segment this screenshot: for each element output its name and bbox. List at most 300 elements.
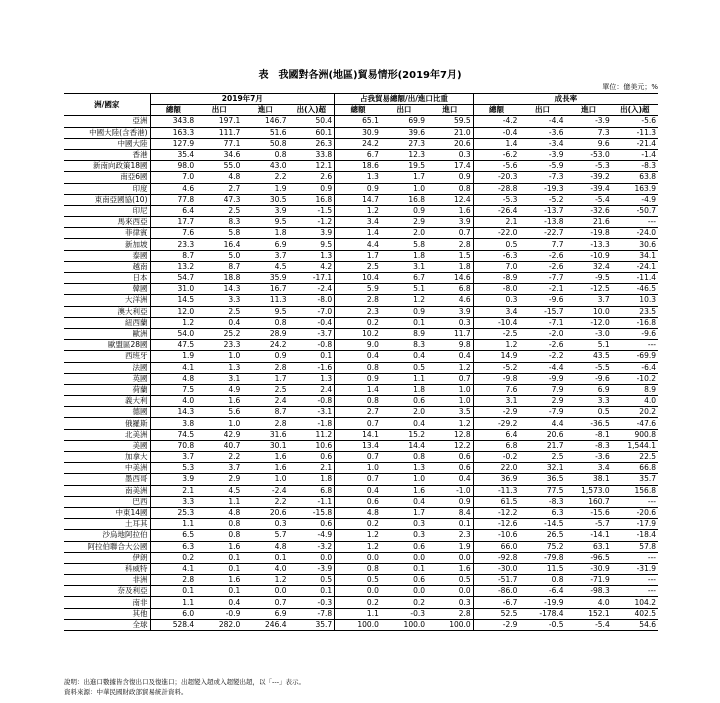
value-cell: 2.8 xyxy=(150,575,196,586)
region-name-cell: 新加坡 xyxy=(64,239,150,250)
value-cell: 3.1 xyxy=(381,261,427,272)
value-cell: 63.8 xyxy=(612,172,658,183)
value-cell: 0.1 xyxy=(427,519,473,530)
value-cell: 1.6 xyxy=(196,575,242,586)
value-cell: 6.0 xyxy=(150,608,196,619)
table-row xyxy=(64,463,658,474)
region-name-cell: 土耳其 xyxy=(64,519,150,530)
value-cell: 2.3 xyxy=(335,306,381,317)
value-cell: 1.6 xyxy=(381,485,427,496)
value-cell: 1.1 xyxy=(196,496,242,507)
region-name-cell: 法國 xyxy=(64,362,150,373)
value-cell: 3.3 xyxy=(150,496,196,507)
value-cell: -3.2 xyxy=(289,541,335,552)
value-cell: 4.8 xyxy=(335,507,381,518)
value-cell: 14.3 xyxy=(150,407,196,418)
value-cell: 1.2 xyxy=(473,340,519,351)
value-cell: 0.2 xyxy=(381,597,427,608)
value-cell: 6.8 xyxy=(473,440,519,451)
region-name-cell: 全球 xyxy=(64,619,150,630)
region-name-cell: 俄羅斯 xyxy=(64,418,150,429)
value-cell: -10.6 xyxy=(473,530,519,541)
value-cell: -4.9 xyxy=(289,530,335,541)
value-cell: -5.6 xyxy=(473,161,519,172)
region-name-cell: 奈及利亞 xyxy=(64,586,150,597)
region-name-cell: 馬來西亞 xyxy=(64,217,150,228)
value-cell: 8.7 xyxy=(196,261,242,272)
value-cell: 23.3 xyxy=(150,239,196,250)
value-cell: 23.5 xyxy=(612,306,658,317)
value-cell: 7.3 xyxy=(566,127,612,138)
value-cell: 282.0 xyxy=(196,619,242,630)
value-cell: 11.5 xyxy=(519,563,565,574)
value-cell: 2.9 xyxy=(519,396,565,407)
column-header: 進口 xyxy=(566,105,612,116)
value-cell: 1.7 xyxy=(242,373,288,384)
value-cell: -5.3 xyxy=(566,161,612,172)
region-name-cell: 荷蘭 xyxy=(64,384,150,395)
value-cell: 0.8 xyxy=(335,362,381,373)
value-cell: -17.1 xyxy=(289,273,335,284)
value-cell: -8.0 xyxy=(289,295,335,306)
value-cell: -32.6 xyxy=(566,205,612,216)
value-cell: 13.4 xyxy=(335,440,381,451)
value-cell: 3.1 xyxy=(473,396,519,407)
value-cell: -10.4 xyxy=(473,317,519,328)
value-cell: -9.9 xyxy=(519,373,565,384)
value-cell: 1.9 xyxy=(150,351,196,362)
value-cell: 4.8 xyxy=(242,541,288,552)
value-cell: 2.8 xyxy=(427,239,473,250)
value-cell: 55.0 xyxy=(196,161,242,172)
value-cell: -9.5 xyxy=(566,273,612,284)
table-row xyxy=(64,273,658,284)
value-cell: 14.4 xyxy=(381,440,427,451)
value-cell: -39.4 xyxy=(566,183,612,194)
value-cell: 0.5 xyxy=(381,362,427,373)
value-cell: -30.0 xyxy=(473,563,519,574)
value-cell: 1.0 xyxy=(196,418,242,429)
value-cell: -0.3 xyxy=(289,597,335,608)
value-cell: 1.7 xyxy=(335,250,381,261)
region-name-cell: 阿拉伯聯合大公國 xyxy=(64,541,150,552)
table-row xyxy=(64,373,658,384)
value-cell: -71.9 xyxy=(566,575,612,586)
value-cell: 6.5 xyxy=(150,530,196,541)
table-row xyxy=(64,328,658,339)
value-cell: 4.8 xyxy=(150,373,196,384)
value-cell: -13.3 xyxy=(566,239,612,250)
value-cell: 7.6 xyxy=(150,228,196,239)
value-cell: -19.8 xyxy=(566,228,612,239)
value-cell: 1.3 xyxy=(381,463,427,474)
value-cell: 10.6 xyxy=(289,440,335,451)
value-cell: -26.4 xyxy=(473,205,519,216)
value-cell: 0.5 xyxy=(566,407,612,418)
value-cell: -5.6 xyxy=(612,116,658,127)
value-cell: 0.6 xyxy=(381,396,427,407)
value-cell: 63.1 xyxy=(566,541,612,552)
unit-label: 單位：億美元；% xyxy=(602,83,658,91)
value-cell: 65.1 xyxy=(335,116,381,127)
value-cell: 0.2 xyxy=(335,519,381,530)
value-cell: 5.6 xyxy=(196,407,242,418)
value-cell: -0.8 xyxy=(289,396,335,407)
value-cell: 2.0 xyxy=(381,407,427,418)
value-cell: 16.8 xyxy=(289,194,335,205)
value-cell: 5.8 xyxy=(381,239,427,250)
value-cell: 8.7 xyxy=(242,407,288,418)
value-cell: 4.0 xyxy=(566,597,612,608)
table-row xyxy=(64,429,658,440)
value-cell: 61.5 xyxy=(473,496,519,507)
value-cell: -6.4 xyxy=(612,362,658,373)
value-cell: 0.0 xyxy=(289,552,335,563)
value-cell: 3.7 xyxy=(196,463,242,474)
value-cell: -12.5 xyxy=(566,284,612,295)
value-cell: 2.5 xyxy=(519,452,565,463)
table-row xyxy=(64,418,658,429)
value-cell: 25.2 xyxy=(196,328,242,339)
value-cell: 38.1 xyxy=(566,474,612,485)
value-cell: 3.4 xyxy=(335,217,381,228)
value-cell: 14.1 xyxy=(335,429,381,440)
value-cell: 0.7 xyxy=(335,418,381,429)
value-cell: 34.6 xyxy=(196,149,242,160)
value-cell: 1.8 xyxy=(242,228,288,239)
value-cell: --- xyxy=(612,496,658,507)
value-cell: -2.9 xyxy=(473,407,519,418)
region-name-cell: 義大利 xyxy=(64,396,150,407)
value-cell: -3.9 xyxy=(289,563,335,574)
table-row xyxy=(64,485,658,496)
value-cell: -2.6 xyxy=(519,250,565,261)
region-name-cell: 菲律賓 xyxy=(64,228,150,239)
value-cell: 24.2 xyxy=(335,138,381,149)
value-cell: 6.9 xyxy=(242,608,288,619)
value-cell: 2.5 xyxy=(242,384,288,395)
column-header: 總額 xyxy=(473,105,519,116)
value-cell: -3.6 xyxy=(566,452,612,463)
value-cell: -5.4 xyxy=(566,619,612,630)
value-cell: 402.5 xyxy=(612,608,658,619)
value-cell: 1.4 xyxy=(335,228,381,239)
value-cell: 1.1 xyxy=(150,519,196,530)
value-cell: -3.9 xyxy=(566,116,612,127)
value-cell: 0.6 xyxy=(381,575,427,586)
region-name-cell: 印尼 xyxy=(64,205,150,216)
value-cell: -7.7 xyxy=(519,273,565,284)
value-cell: 20.6 xyxy=(427,138,473,149)
value-cell: 70.8 xyxy=(150,440,196,451)
value-cell: 1.8 xyxy=(427,261,473,272)
value-cell: 2.2 xyxy=(242,496,288,507)
value-cell: 7.7 xyxy=(519,239,565,250)
value-cell: 40.7 xyxy=(196,440,242,451)
value-cell: -16.8 xyxy=(612,317,658,328)
value-cell: -24.1 xyxy=(612,261,658,272)
value-cell: 14.5 xyxy=(150,295,196,306)
region-name-cell: 中東14國 xyxy=(64,507,150,518)
value-cell: -3.6 xyxy=(519,127,565,138)
table-row xyxy=(64,440,658,451)
value-cell: 2.8 xyxy=(242,362,288,373)
value-cell: -13.7 xyxy=(519,205,565,216)
value-cell: --- xyxy=(612,552,658,563)
table-row xyxy=(64,597,658,608)
value-cell: 4.8 xyxy=(196,507,242,518)
column-header: 進口 xyxy=(242,105,288,116)
value-cell: -7.8 xyxy=(289,608,335,619)
value-cell: 0.9 xyxy=(381,306,427,317)
footnote-source: 資料來源：中華民國財政部貿易統計資料。 xyxy=(64,688,188,696)
value-cell: 1.6 xyxy=(196,396,242,407)
table-row xyxy=(64,317,658,328)
value-cell: 1.2 xyxy=(381,295,427,306)
table-row xyxy=(64,127,658,138)
table-row xyxy=(64,250,658,261)
value-cell: -15.7 xyxy=(519,306,565,317)
value-cell: 74.5 xyxy=(150,429,196,440)
value-cell: 1.4 xyxy=(473,138,519,149)
value-cell: 5.9 xyxy=(335,284,381,295)
region-name-cell: 東南亞國協(10) xyxy=(64,194,150,205)
value-cell: 1.6 xyxy=(427,563,473,574)
value-cell: -12.0 xyxy=(566,317,612,328)
trade-table xyxy=(64,93,658,631)
value-cell: 0.6 xyxy=(427,463,473,474)
value-cell: 3.9 xyxy=(242,205,288,216)
value-cell: 1.9 xyxy=(242,183,288,194)
value-cell: 10.2 xyxy=(335,328,381,339)
value-cell: 2.5 xyxy=(196,205,242,216)
value-cell: 7.0 xyxy=(150,172,196,183)
value-cell: 4.5 xyxy=(242,261,288,272)
value-cell: 19.5 xyxy=(381,161,427,172)
value-cell: 18.8 xyxy=(196,273,242,284)
value-cell: 1.8 xyxy=(289,474,335,485)
value-cell: 2.1 xyxy=(150,485,196,496)
value-cell: 0.7 xyxy=(242,597,288,608)
value-cell: 0.2 xyxy=(335,597,381,608)
value-cell: 3.9 xyxy=(289,228,335,239)
region-name-cell: 中國大陸 xyxy=(64,138,150,149)
table-row xyxy=(64,452,658,463)
value-cell: -11.3 xyxy=(612,127,658,138)
value-cell: 0.5 xyxy=(289,575,335,586)
value-cell: -0.2 xyxy=(473,452,519,463)
value-cell: 12.1 xyxy=(289,161,335,172)
value-cell: 0.8 xyxy=(427,183,473,194)
value-cell: 1,573.0 xyxy=(566,485,612,496)
value-cell: 1.1 xyxy=(335,608,381,619)
value-cell: -6.2 xyxy=(473,149,519,160)
value-cell: -2.1 xyxy=(519,284,565,295)
value-cell: 42.9 xyxy=(196,429,242,440)
value-cell: 21.0 xyxy=(427,127,473,138)
value-cell: -0.4 xyxy=(473,127,519,138)
region-name-cell: 德國 xyxy=(64,407,150,418)
value-cell: 2.6 xyxy=(289,172,335,183)
value-cell: 5.1 xyxy=(566,340,612,351)
value-cell: 0.8 xyxy=(196,519,242,530)
value-cell: 3.3 xyxy=(566,396,612,407)
region-name-cell: 印度 xyxy=(64,183,150,194)
value-cell: 5.0 xyxy=(196,250,242,261)
value-cell: 36.9 xyxy=(473,474,519,485)
value-cell: 69.9 xyxy=(381,116,427,127)
region-name-cell: 歐盟區28國 xyxy=(64,340,150,351)
value-cell: 0.2 xyxy=(150,552,196,563)
value-cell: 0.6 xyxy=(289,452,335,463)
value-cell: 77.8 xyxy=(150,194,196,205)
value-cell: 2.7 xyxy=(196,183,242,194)
value-cell: 14.3 xyxy=(196,284,242,295)
value-cell: 8.3 xyxy=(381,340,427,351)
value-cell: 1.1 xyxy=(150,597,196,608)
value-cell: 12.3 xyxy=(381,149,427,160)
table-row xyxy=(64,608,658,619)
value-cell: -15.8 xyxy=(289,507,335,518)
value-cell: 4.0 xyxy=(612,396,658,407)
value-cell: 0.3 xyxy=(427,317,473,328)
table-row xyxy=(64,519,658,530)
table-row xyxy=(64,586,658,597)
value-cell: -1.5 xyxy=(289,205,335,216)
value-cell: -8.3 xyxy=(519,496,565,507)
value-cell: -13.8 xyxy=(519,217,565,228)
value-cell: 30.9 xyxy=(335,127,381,138)
value-cell: 3.9 xyxy=(427,306,473,317)
value-cell: 0.3 xyxy=(381,530,427,541)
value-cell: -30.9 xyxy=(566,563,612,574)
value-cell: 11.2 xyxy=(289,429,335,440)
value-cell: 12.8 xyxy=(427,429,473,440)
value-cell: 3.7 xyxy=(150,452,196,463)
value-cell: 12.2 xyxy=(427,440,473,451)
value-cell: 16.4 xyxy=(196,239,242,250)
value-cell: 8.4 xyxy=(427,507,473,518)
value-cell: 1.9 xyxy=(427,541,473,552)
value-cell: 66.8 xyxy=(612,463,658,474)
value-cell: 35.9 xyxy=(242,273,288,284)
value-cell: -2.0 xyxy=(519,328,565,339)
value-cell: 6.9 xyxy=(566,384,612,395)
value-cell: 54.6 xyxy=(612,619,658,630)
value-cell: 0.0 xyxy=(242,586,288,597)
value-cell: 28.9 xyxy=(242,328,288,339)
value-cell: 4.4 xyxy=(519,418,565,429)
group-header-growth: 成長率 xyxy=(473,94,658,105)
value-cell: 5.3 xyxy=(150,463,196,474)
table-body xyxy=(64,116,658,631)
value-cell: 0.1 xyxy=(289,351,335,362)
value-cell: 9.5 xyxy=(242,217,288,228)
value-cell: 1.0 xyxy=(381,183,427,194)
value-cell: 1.3 xyxy=(289,250,335,261)
value-cell: 21.6 xyxy=(566,217,612,228)
value-cell: 2.3 xyxy=(427,530,473,541)
value-cell: 1.0 xyxy=(196,351,242,362)
value-cell: -5.7 xyxy=(566,519,612,530)
table-row xyxy=(64,362,658,373)
value-cell: 3.7 xyxy=(242,250,288,261)
value-cell: -5.4 xyxy=(566,194,612,205)
value-cell: 17.7 xyxy=(150,217,196,228)
value-cell: 6.3 xyxy=(519,507,565,518)
value-cell: 1.8 xyxy=(381,384,427,395)
value-cell: -18.4 xyxy=(612,530,658,541)
value-cell: 1.2 xyxy=(427,362,473,373)
value-cell: -36.5 xyxy=(566,418,612,429)
value-cell: 30.1 xyxy=(242,440,288,451)
value-cell: -8.9 xyxy=(473,273,519,284)
value-cell: 0.8 xyxy=(519,575,565,586)
value-cell: 6.9 xyxy=(242,239,288,250)
value-cell: -0.4 xyxy=(289,317,335,328)
table-row xyxy=(64,116,658,127)
value-cell: 0.7 xyxy=(427,228,473,239)
value-cell: 160.7 xyxy=(566,496,612,507)
value-cell: -9.6 xyxy=(612,328,658,339)
value-cell: 66.0 xyxy=(473,541,519,552)
value-cell: 163.9 xyxy=(612,183,658,194)
value-cell: -96.5 xyxy=(566,552,612,563)
value-cell: 0.1 xyxy=(196,563,242,574)
value-cell: 0.3 xyxy=(381,519,427,530)
value-cell: -12.6 xyxy=(473,519,519,530)
value-cell: -7.3 xyxy=(519,172,565,183)
value-cell: 2.8 xyxy=(427,608,473,619)
value-cell: 0.0 xyxy=(381,552,427,563)
value-cell: 1.0 xyxy=(242,474,288,485)
value-cell: 34.1 xyxy=(612,250,658,261)
value-cell: 0.2 xyxy=(335,317,381,328)
region-name-cell: 南亞6國 xyxy=(64,172,150,183)
value-cell: 163.3 xyxy=(150,127,196,138)
value-cell: 47.5 xyxy=(150,340,196,351)
value-cell: 1.2 xyxy=(335,530,381,541)
value-cell: 22.5 xyxy=(612,452,658,463)
value-cell: 2.9 xyxy=(381,217,427,228)
value-cell: 14.6 xyxy=(427,273,473,284)
value-cell: 75.2 xyxy=(519,541,565,552)
value-cell: 0.5 xyxy=(335,575,381,586)
region-name-cell: 非洲 xyxy=(64,575,150,586)
value-cell: 3.4 xyxy=(473,306,519,317)
value-cell: -86.0 xyxy=(473,586,519,597)
value-cell: -10.9 xyxy=(566,250,612,261)
value-cell: 2.7 xyxy=(335,407,381,418)
table-row xyxy=(64,541,658,552)
value-cell: 4.9 xyxy=(196,384,242,395)
table-row xyxy=(64,228,658,239)
value-cell: 2.8 xyxy=(242,418,288,429)
value-cell: 0.8 xyxy=(381,452,427,463)
value-cell: 528.4 xyxy=(150,619,196,630)
value-cell: 22.0 xyxy=(473,463,519,474)
value-cell: 0.4 xyxy=(335,351,381,362)
value-cell: -0.9 xyxy=(196,608,242,619)
value-cell: 127.9 xyxy=(150,138,196,149)
region-header: 洲/國家 xyxy=(64,94,150,116)
value-cell: -69.9 xyxy=(612,351,658,362)
value-cell: -4.4 xyxy=(519,362,565,373)
value-cell: 0.9 xyxy=(427,496,473,507)
value-cell: 197.1 xyxy=(196,116,242,127)
value-cell: 0.9 xyxy=(242,351,288,362)
region-name-cell: 日本 xyxy=(64,273,150,284)
